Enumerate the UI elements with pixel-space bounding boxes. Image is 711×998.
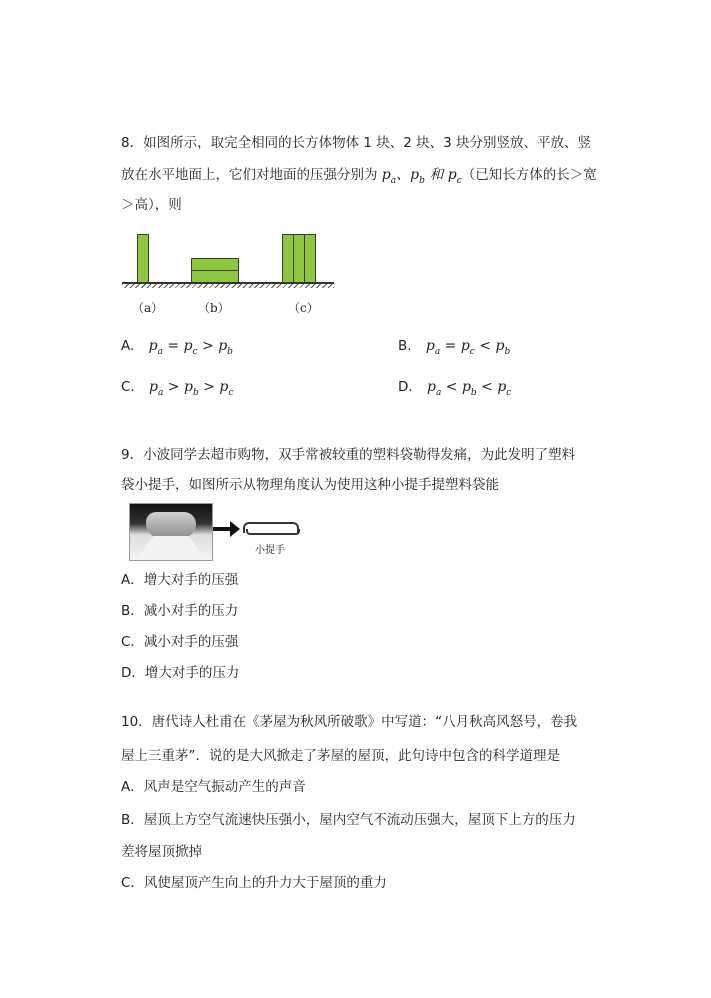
q8-text-line-2-end: （已知长方体的长＞宽: [461, 167, 597, 183]
q10-option-b-continued: 差将屋顶掀掉: [121, 844, 202, 860]
q8-option-c[interactable]: [121, 377, 233, 403]
bag-shape: [136, 536, 206, 560]
q8-text-line-2: [121, 165, 597, 191]
q8-text-line-3: ＞高），则: [121, 197, 182, 213]
q8-option-a-letter: A.: [121, 338, 135, 354]
q8-text-line-2-start: 放在水平地面上，它们对地面的压强分别为: [121, 167, 382, 183]
ground-hatch: [122, 284, 334, 288]
q9-option-a[interactable]: A．增大对手的压强: [121, 572, 239, 588]
q9-figure: [129, 503, 309, 563]
block-b-flat-top: [191, 258, 239, 271]
q10-text-line-2: 屋上三重茅”．说的是大风掀走了茅屋的屋顶，此句诗中包含的科学道理是: [121, 748, 560, 764]
q8-option-b-expr: $p_a = p_c < p_b$: [425, 338, 511, 357]
q8-option-a-expr: $p_a = p_c > p_b$: [148, 338, 233, 357]
q10-text-line-1: 10．唐代诗人杜甫在《茅屋为秋风所破歌》中写道：“八月秋高风怒号，卷我: [121, 714, 578, 730]
arrow-head-icon: [230, 521, 240, 537]
q10-option-b[interactable]: B．屋顶上方空气流速快压强小，屋内空气不流动压强大，屋顶下上方的压力: [121, 812, 576, 828]
block-c-vertical-2: [293, 234, 305, 283]
q8-option-c-expr: $p_a > p_b > p_c$: [149, 379, 234, 398]
block-c-vertical-3: [304, 234, 316, 283]
fig-label-b: （b）: [198, 301, 230, 315]
block-c-vertical-1: [282, 234, 294, 283]
block-b-flat-bottom: [191, 270, 239, 283]
q10-option-a[interactable]: A．风声是空气振动产生的声音: [121, 779, 306, 795]
fist-shape: [146, 512, 196, 538]
q8-option-d[interactable]: [398, 377, 511, 403]
q9-option-c[interactable]: C．减小对手的压强: [121, 634, 239, 650]
fig-label-c: （c）: [288, 301, 319, 315]
handle-grip: [246, 529, 300, 535]
q8-text-line-1: 8．如图所示，取完全相同的长方体物体 1 块、2 块、3 块分别竖放、平放、竖: [121, 135, 592, 151]
handle-label: 小提手: [255, 545, 285, 556]
pressure-symbols: $p_a$、$p_b$ 和 $p_c$: [381, 167, 462, 186]
q8-option-d-letter: D.: [398, 379, 413, 395]
q8-option-d-expr: $p_a < p_b < p_c$: [426, 379, 512, 398]
q9-text-line-1: 9．小波同学去超市购物，双手常被较重的塑料袋勒得发痛，为此发明了塑料: [121, 447, 576, 463]
q10-option-c[interactable]: C．风使屋顶产生向上的升力大于屋顶的重力: [121, 875, 387, 891]
ground-line: [122, 282, 334, 284]
q9-option-b[interactable]: B．减小对手的压力: [121, 603, 239, 619]
q8-option-b-letter: B.: [398, 338, 412, 354]
block-a-vertical: [137, 234, 149, 283]
q8-option-a[interactable]: [121, 336, 233, 362]
q9-option-d[interactable]: D．增大对手的压力: [121, 665, 240, 681]
q8-option-c-letter: C.: [121, 379, 135, 395]
q9-text-line-2: 袋小提手，如图所示从物理角度认为使用这种小提手提塑料袋能: [121, 477, 499, 493]
fig-label-a: （a）: [132, 301, 164, 315]
q8-option-b[interactable]: [398, 336, 510, 362]
hand-photo: [129, 503, 213, 561]
